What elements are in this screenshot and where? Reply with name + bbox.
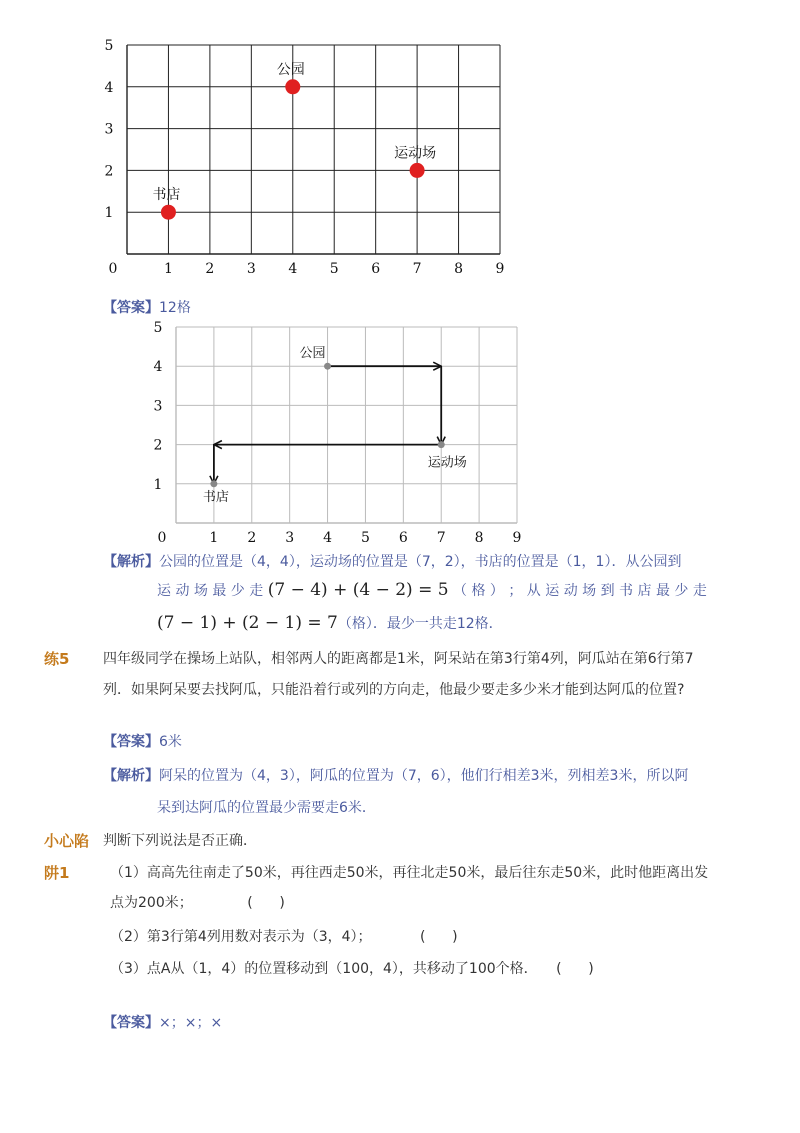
x-tick-label: 5: [360, 530, 370, 546]
trap-tag: 小心陷: [44, 832, 90, 850]
trap-question-3: [110, 959, 594, 979]
math-expression: (7 − 4) + (4 − 2) = 5: [267, 580, 449, 600]
x-tick-label: 6: [371, 261, 381, 277]
question-text: 点为200米；: [110, 895, 193, 911]
exercise-5-analysis-1: [103, 765, 688, 785]
location-point: [324, 363, 331, 370]
y-tick-label: 3: [153, 398, 163, 415]
trap-answer: [103, 1013, 222, 1033]
y-tick-label: 5: [153, 320, 163, 336]
location-point: [285, 79, 300, 94]
analysis-1-line-1: [103, 551, 681, 571]
coordinate-grid-2: [0, 318, 800, 553]
answer-value: ×；×；×: [159, 1015, 223, 1031]
answer-1: [103, 298, 191, 318]
exercise-5-analysis-2: 呆到达阿瓜的位置最少需要走6米．: [157, 800, 376, 816]
x-tick-label: 8: [454, 261, 464, 277]
y-tick-label: 4: [104, 79, 114, 96]
answer-blank[interactable]: ( ): [247, 895, 285, 911]
trap-question-2: [110, 927, 458, 947]
answer-blank[interactable]: ( ): [556, 961, 594, 977]
point-label: 公园: [276, 61, 305, 78]
analysis-1-line-2: [157, 580, 707, 600]
x-tick-label: 6: [398, 530, 408, 546]
trap-question-1b: [110, 893, 285, 913]
answer-blank[interactable]: ( ): [420, 929, 458, 945]
y-tick-label: 3: [104, 121, 114, 138]
analysis-label: 【解析】: [103, 768, 159, 784]
analysis-text: 阿呆的位置为（4，3），阿瓜的位置为（7，6），他们行相差3米，列相差3米，所以阿: [159, 768, 689, 784]
x-tick-label: 3: [246, 261, 256, 277]
math-expression: (7 − 1) + (2 − 1) = 7: [157, 613, 338, 633]
analysis-1-line-3: [157, 613, 503, 633]
location-point: [210, 480, 217, 487]
y-tick-label: 1: [104, 205, 114, 222]
point-label: 运动场: [394, 145, 437, 162]
x-tick-label: 4: [288, 261, 298, 277]
point-label: 书店: [202, 489, 229, 505]
analysis-text: （格）．最少一共走12格．: [337, 616, 503, 632]
x-tick-label: 1: [209, 530, 219, 546]
x-tick-label: 2: [205, 261, 215, 277]
trap-tag-2: 阱1: [44, 864, 70, 882]
answer-label: 【答案】: [103, 1015, 159, 1031]
x-tick-label: 4: [323, 530, 333, 546]
answer-value: 6米: [159, 734, 182, 750]
x-tick-label: 0: [108, 261, 118, 277]
trap-question-1a: （1）高高先往南走了50米，再往西走50米，再往北走50米，最后往东走50米，此时他距离出发: [110, 865, 709, 881]
x-tick-label: 7: [412, 261, 422, 277]
question-text: （2）第3行第4列用数对表示为（3，4）；: [110, 929, 372, 945]
coordinate-grid-1: [0, 0, 800, 290]
analysis-text: （ 格 ） ； 从 运 动 场 到 书 店 最 少 走: [453, 583, 707, 599]
point-label: 公园: [299, 346, 326, 362]
answer-label: 【答案】: [103, 300, 159, 316]
analysis-label: 【解析】: [103, 554, 159, 570]
y-tick-label: 1: [153, 476, 163, 493]
point-label: 书店: [152, 187, 181, 204]
exercise-5-line-2: 列．如果阿呆要去找阿瓜，只能沿着行或列的方向走，他最少要走多少米才能到达阿瓜的位置?: [103, 682, 685, 698]
x-tick-label: 7: [436, 530, 446, 546]
x-tick-label: 8: [474, 530, 484, 546]
location-point: [410, 163, 425, 178]
analysis-text: 公园的位置是（4，4），运动场的位置是（7，2），书店的位置是（1，1）．从公园到: [159, 554, 682, 570]
x-tick-label: 9: [512, 530, 522, 546]
analysis-text: 运 动 场 最 少 走: [157, 583, 264, 599]
y-tick-label: 2: [153, 437, 163, 454]
exercise-tag: 练5: [44, 650, 70, 668]
x-tick-label: 3: [285, 530, 295, 546]
x-tick-label: 0: [157, 530, 167, 546]
x-tick-label: 1: [163, 261, 173, 277]
answer-label: 【答案】: [103, 734, 159, 750]
question-text: （3）点A从（1，4）的位置移动到（100，4），共移动了100个格．: [110, 961, 538, 977]
exercise-5-answer: [103, 732, 182, 752]
y-tick-label: 2: [104, 163, 114, 180]
trap-intro: 判断下列说法是否正确．: [103, 833, 257, 849]
exercise-5-line-1: 四年级同学在操场上站队，相邻两人的距离都是1米，阿呆站在第3行第4列，阿瓜站在第6行第7: [103, 651, 694, 667]
x-tick-label: 9: [495, 261, 505, 277]
x-tick-label: 2: [247, 530, 257, 546]
answer-value: 12格: [159, 300, 191, 316]
x-tick-label: 5: [329, 261, 339, 277]
y-tick-label: 5: [104, 38, 114, 54]
y-tick-label: 4: [153, 359, 163, 376]
location-point: [438, 441, 445, 448]
point-label: 运动场: [427, 455, 467, 471]
location-point: [161, 205, 176, 220]
